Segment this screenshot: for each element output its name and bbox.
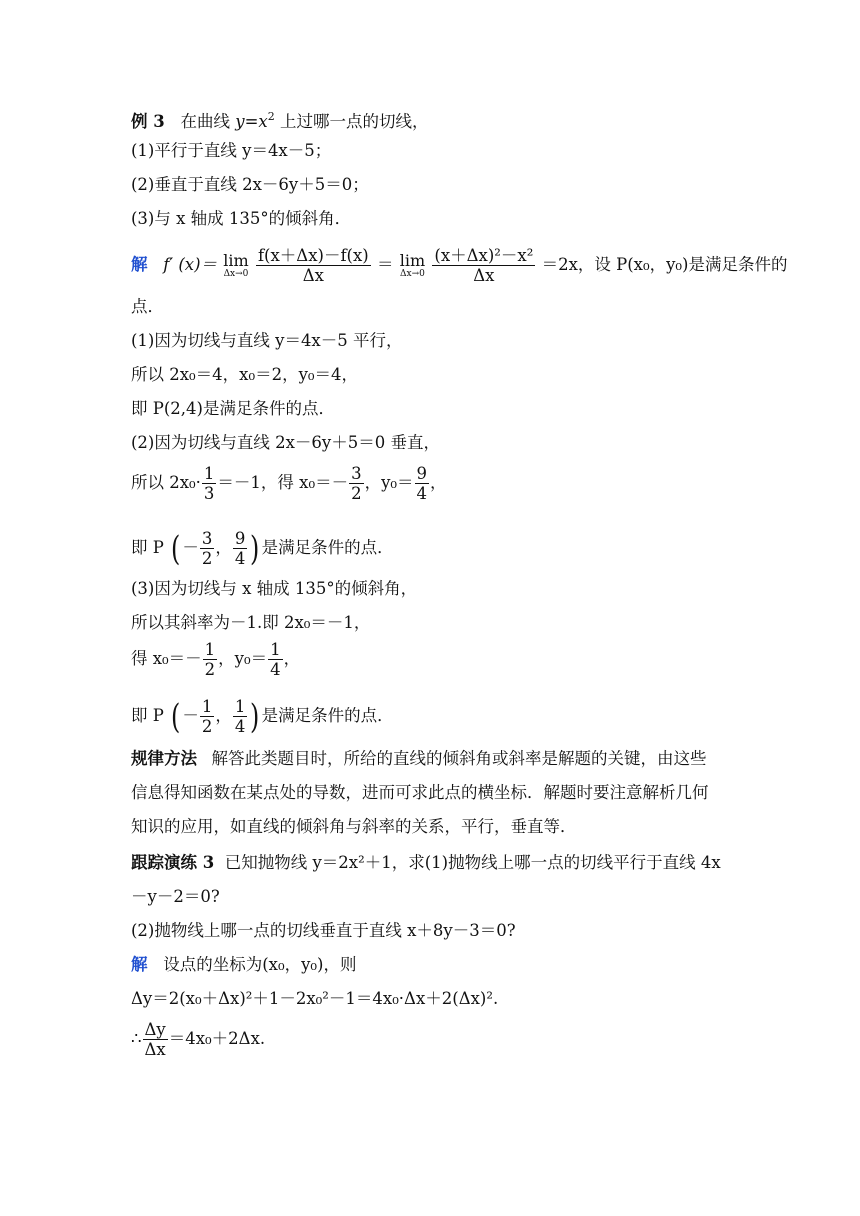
method-text-1: 解答此类题目时，所给的直线的倾斜角或斜率是解题的关键，由这些 (211, 749, 707, 768)
p2-l2-mid: ＝－1，得 x₀＝－ (217, 473, 349, 492)
exercise-solution-line1 (131, 954, 740, 976)
p2-l3-frac2-den: 4 (234, 549, 246, 568)
exercise-line3: (2)抛物线上哪一点的切线垂直于直线 x＋8y－3＝0? (131, 921, 516, 940)
difference-quotient-2 (432, 246, 535, 285)
therefore-symbol: ∴ (131, 1029, 142, 1048)
example-intro-y: y (235, 112, 245, 131)
p3-l4-sign: － (182, 706, 199, 725)
p2-l3-frac2-num: 9 (234, 529, 246, 548)
p2-l2-frac3 (415, 464, 430, 503)
example-intro-eq: = (244, 112, 259, 131)
p3-l4-frac2-num: 1 (234, 697, 246, 716)
question-1: (1)平行于直线 y＝4x－5； (131, 141, 332, 160)
part3-line4 (131, 694, 740, 738)
left-paren-icon: ( (171, 528, 181, 569)
exercise-label: 跟踪演练 3 (131, 853, 215, 872)
exercise-line1 (131, 852, 740, 874)
dq2-denominator: Δx (473, 266, 495, 285)
example-label: 例 3 (131, 112, 165, 131)
p2-l3-frac1 (200, 529, 215, 568)
p3-l3-frac1-num: 1 (204, 640, 216, 659)
dq2-numerator: (x＋Δx)²－x² (434, 246, 534, 265)
exercise-solution-frac-den: Δx (144, 1040, 166, 1059)
p3-l3-frac2 (268, 640, 283, 679)
left-paren-icon-2: ( (171, 696, 181, 737)
p3-l4-post: 是满足条件的点． (261, 706, 394, 725)
limit-1 (223, 250, 249, 279)
p3-l4-comma: ， (215, 706, 232, 725)
limit-1-word: lim (223, 250, 249, 270)
p2-l2-frac1 (202, 464, 217, 503)
part1-line1: (1)因为切线与直线 y＝4x－5 平行， (131, 331, 403, 350)
dq1-denominator: Δx (302, 266, 324, 285)
exercise-solution-label: 解 (131, 955, 148, 974)
p3-l4-frac1 (200, 697, 215, 736)
derivative-tail: ＝2x，设 P(x₀，y₀)是满足条件的 (541, 255, 788, 274)
example-title-line (131, 106, 740, 133)
derivative-line (131, 244, 788, 286)
part2-line3 (131, 526, 740, 570)
method-line1 (131, 748, 740, 770)
p2-l2-frac2-num: 3 (351, 464, 362, 483)
exercise-solution-frac (143, 1020, 168, 1059)
p3-l3-frac2-num: 1 (270, 640, 281, 659)
p3-l3-pre: 得 x₀＝－ (131, 649, 202, 668)
p3-l3-frac1 (203, 640, 218, 679)
exercise-line2: －y－2＝0? (131, 887, 220, 906)
p2-l2-pre: 所以 2x₀· (131, 473, 201, 492)
p3-l4-frac2 (233, 697, 248, 736)
derivative-tail-2: 点． (131, 297, 164, 316)
method-line3: 知识的应用，如直线的倾斜角与斜率的关系，平行，垂直等． (131, 817, 577, 836)
p2-l3-frac2 (233, 529, 248, 568)
exercise-solution-text-1: 设点的坐标为(x₀，y₀)，则 (163, 955, 357, 974)
exercise-solution-frac-num: Δy (144, 1020, 166, 1039)
p2-l2-mid2: ，y₀＝ (364, 473, 414, 492)
p3-l4-frac1-num: 1 (201, 697, 213, 716)
derivative-lhs: f′ (x)＝ (163, 255, 218, 274)
p2-l2-frac3-den: 4 (416, 484, 428, 503)
p2-l3-comma: ， (215, 538, 232, 557)
part2-line2 (131, 462, 740, 504)
method-label: 规律方法 (131, 749, 197, 768)
part3-line3 (131, 638, 740, 680)
p3-l4-frac1-den: 2 (201, 717, 213, 736)
part1-line3: 即 P(2,4)是满足条件的点． (131, 399, 335, 418)
dq1-numerator: f(x＋Δx)－f(x) (257, 246, 369, 265)
exercise-solution-line2: Δy＝2(x₀＋Δx)²＋1－2x₀²－1＝4x₀·Δx＋2(Δx)². (131, 989, 499, 1008)
p3-l3-end: ， (283, 649, 301, 668)
question-3: (3)与 x 轴成 135°的倾斜角． (131, 209, 352, 228)
equals-sign: ＝ (376, 255, 394, 274)
p3-l3-frac1-den: 2 (204, 660, 216, 679)
limit-2 (399, 250, 426, 279)
part2-line1: (2)因为切线与直线 2x－6y＋5＝0 垂直， (131, 433, 440, 452)
p3-l4-pre: 即 P (131, 706, 164, 725)
right-paren-icon-2: ) (250, 696, 260, 737)
method-line2: 信息得知函数在某点处的导数，进而可求此点的横坐标．解题时要注意解析几何 (131, 783, 709, 802)
question-2: (2)垂直于直线 2x－6y＋5＝0； (131, 175, 369, 194)
p2-l3-frac1-num: 3 (201, 529, 213, 548)
part3-line2: 所以其斜率为－1.即 2x₀＝－1， (131, 613, 371, 632)
example-intro-post: 上过哪一点的切线， (274, 112, 429, 131)
part3-line1: (3)因为切线与 x 轴成 135°的倾斜角， (131, 579, 418, 598)
p2-l2-frac2-den: 2 (351, 484, 362, 503)
exercise-text-1: 已知抛物线 y＝2x²＋1，求(1)抛物线上哪一点的切线平行于直线 4x (224, 853, 721, 872)
limit-2-sub: Δx→0 (400, 268, 425, 279)
p2-l2-frac2 (349, 464, 364, 503)
p3-l3-mid: ，y₀＝ (218, 649, 268, 668)
difference-quotient-1 (256, 246, 371, 285)
right-paren-icon: ) (250, 528, 260, 569)
p2-l2-frac1-den: 3 (203, 484, 215, 503)
p2-l2-end: ， (430, 473, 447, 492)
limit-1-sub: Δx→0 (223, 268, 249, 279)
p2-l3-sign: － (182, 538, 199, 557)
example-intro-pre: 在曲线 (180, 112, 236, 131)
example-intro-exp: 2 (267, 110, 275, 123)
example-intro-x: x (258, 112, 268, 131)
exercise-solution-line3 (131, 1018, 740, 1060)
p2-l3-post: 是满足条件的点． (261, 538, 394, 557)
p2-l3-frac1-den: 2 (201, 549, 213, 568)
limit-2-word: lim (399, 250, 426, 270)
p2-l2-frac3-num: 9 (416, 464, 428, 483)
exercise-solution-post: ＝4x₀＋2Δx. (168, 1029, 266, 1048)
part1-line2: 所以 2x₀＝4，x₀＝2，y₀＝4， (131, 365, 359, 384)
p2-l2-frac1-num: 1 (203, 464, 215, 483)
solution-label: 解 (131, 255, 148, 274)
p2-l3-pre: 即 P (131, 538, 164, 557)
p3-l3-frac2-den: 4 (270, 660, 281, 679)
p3-l4-frac2-den: 4 (234, 717, 246, 736)
